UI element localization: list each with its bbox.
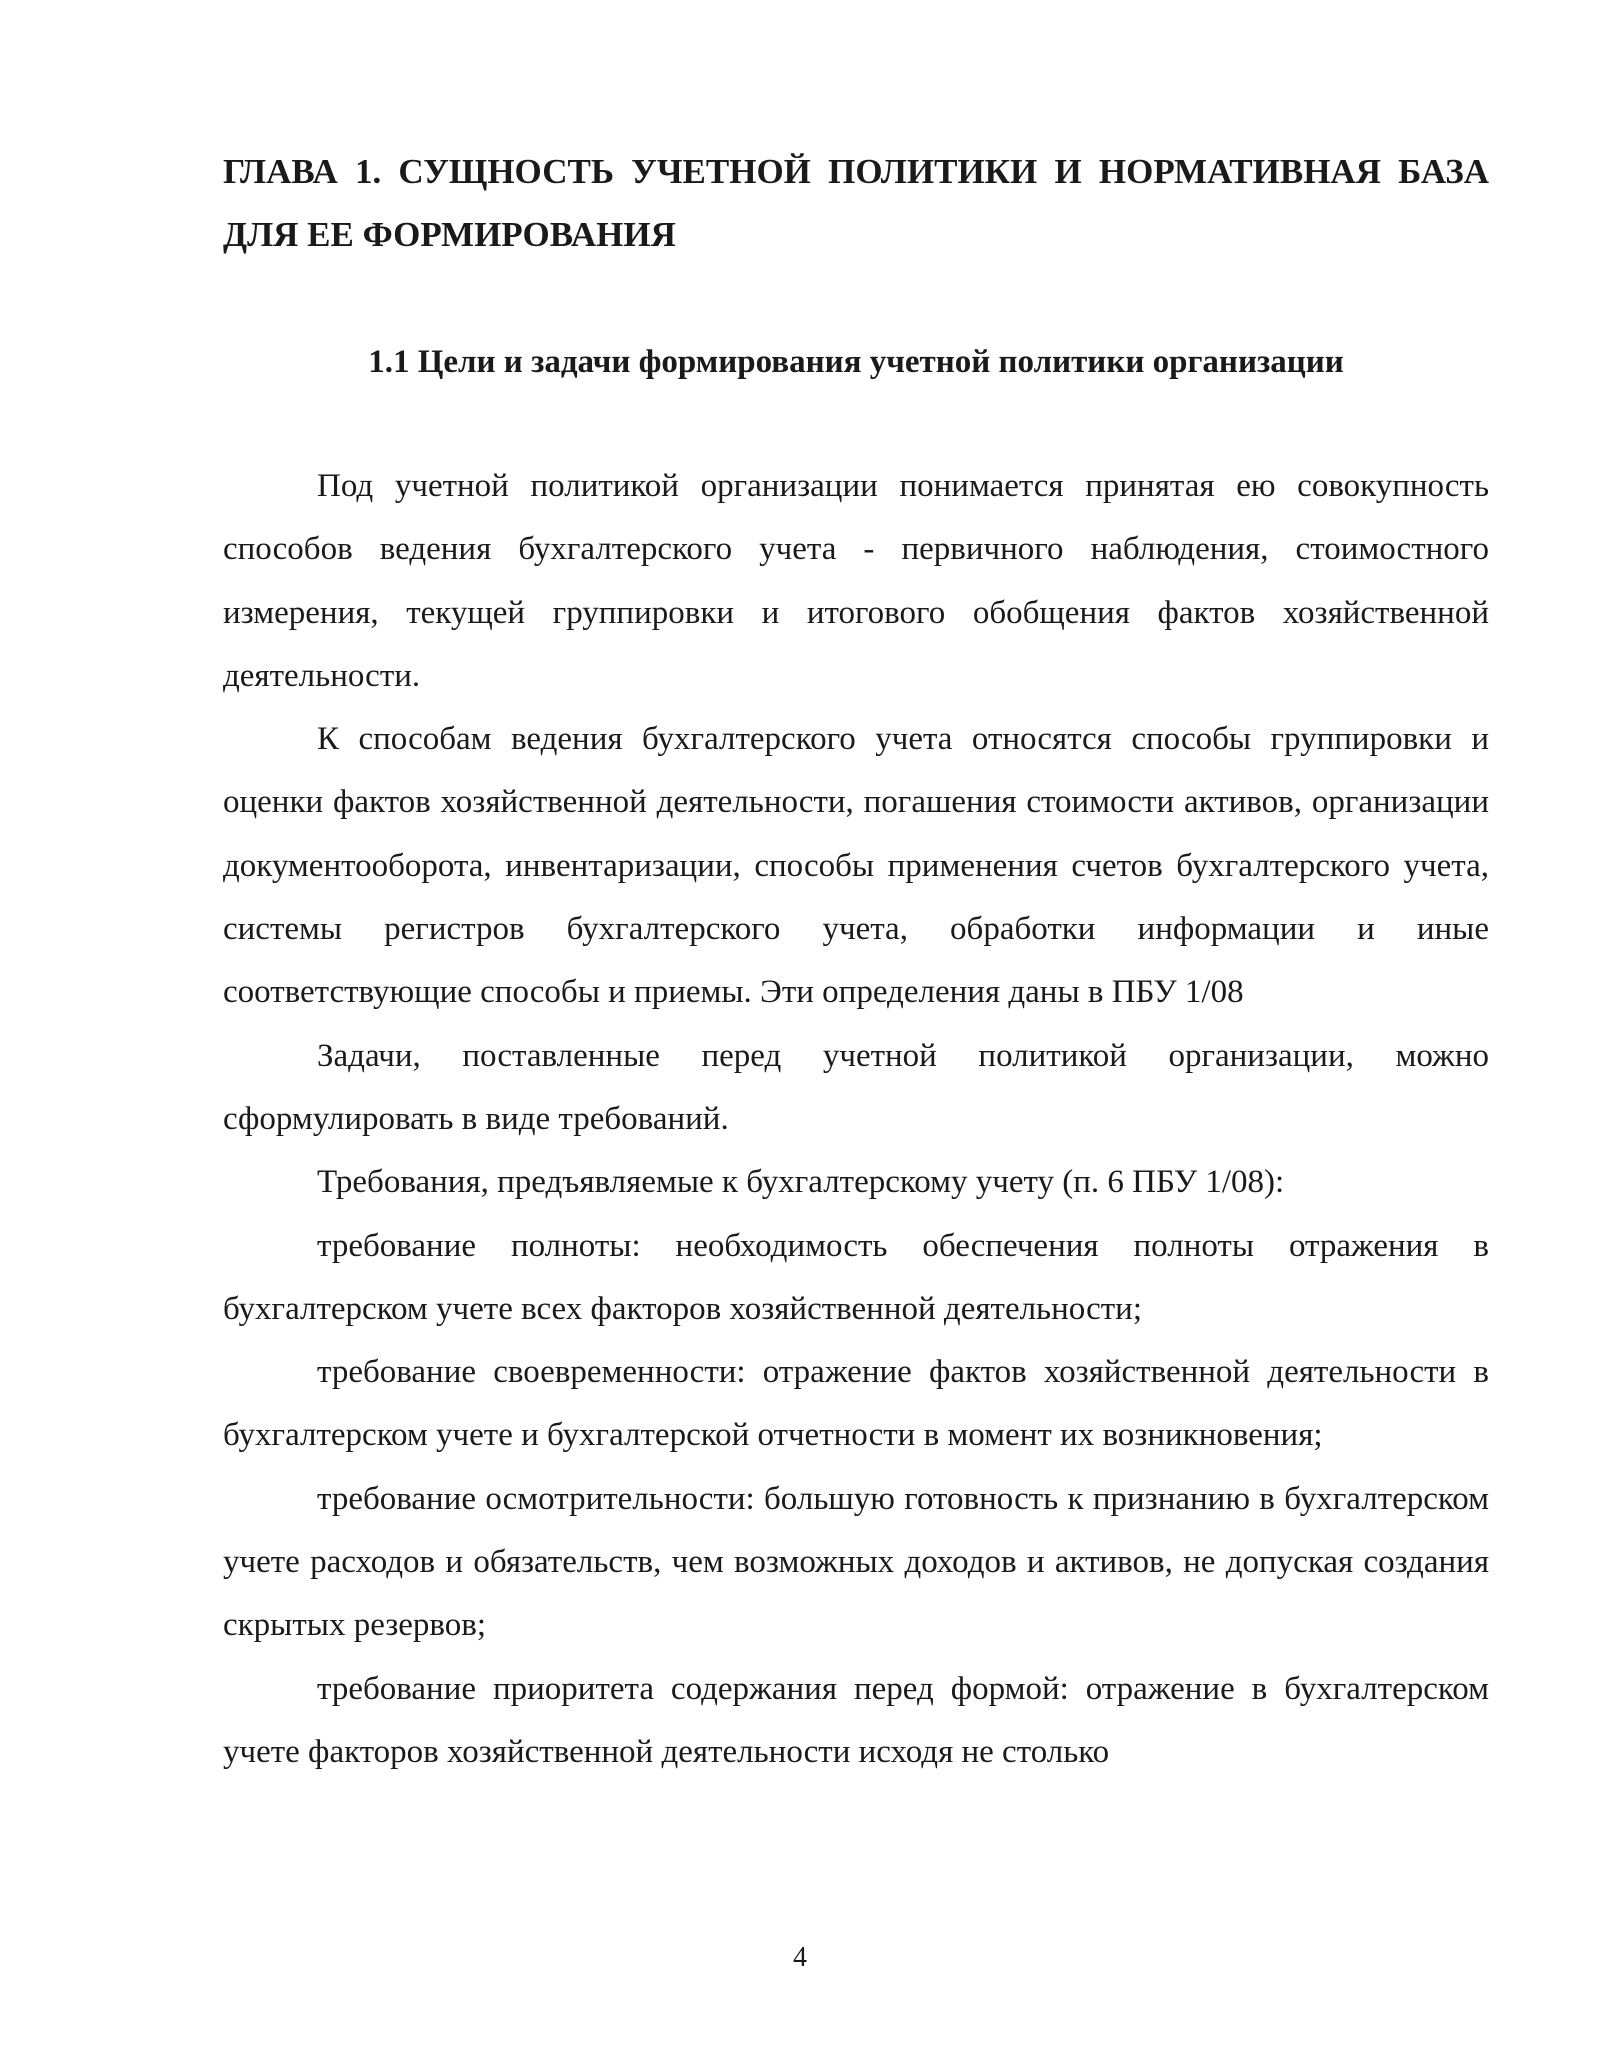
paragraph: требование осмотрительности: большую готовность к признанию в бухгалтерском учете расходов и обязательств, чем возможных доходов и активов, не допуская создания скрытых резервов; (223, 1480, 1489, 1644)
paragraph: требование приоритета содержания перед формой: отражение в бухгалтерском учете факторов хозяйственной деятельности исходя не столько (223, 1670, 1489, 1770)
chapter-title: ГЛАВА 1. СУЩНОСТЬ УЧЕТНОЙ ПОЛИТИКИ И НОРМАТИВНАЯ БАЗА ДЛЯ ЕЕ ФОРМИРОВАНИЯ (223, 152, 1489, 254)
paragraph: Задачи, поставленные перед учетной политикой организации, можно сформулировать в виде требований. (223, 1037, 1489, 1137)
section-title: 1.1 Цели и задачи формирования учетной политики организации (368, 344, 1344, 380)
paragraph: требование своевременности: отражение фактов хозяйственной деятельности в бухгалтерском учете и бухгалтерской отчетности в момент их возникновения; (223, 1354, 1489, 1454)
body-text (223, 455, 1489, 1784)
paragraph: требование полноты: необходимость обеспечения полноты отражения в бухгалтерском учете всех факторов хозяйственной деятельности; (223, 1227, 1489, 1327)
paragraph: К способам ведения бухгалтерского учета относятся способы группировки и оценки фактов хозяйственной деятельности, погашения стоимости активов, организации документооборота, инвентаризации, способы применения счетов бухгалтерского учета, системы регистров бухгалтерского учета, обработки информации и иные соответствующие способы и приемы. Эти определения даны в ПБУ 1/08 (223, 721, 1489, 1011)
paragraph: Под учетной политикой организации понимается принятая ею совокупность способов ведения бухгалтерского учета - первичного наблюдения, стоимостного измерения, текущей группировки и итогового обобщения фактов хозяйственной деятельности. (223, 468, 1489, 694)
page-number: 4 (793, 1942, 807, 1973)
paragraph: Требования, предъявляемые к бухгалтерскому учету (п. 6 ПБУ 1/08): (317, 1164, 1285, 1201)
